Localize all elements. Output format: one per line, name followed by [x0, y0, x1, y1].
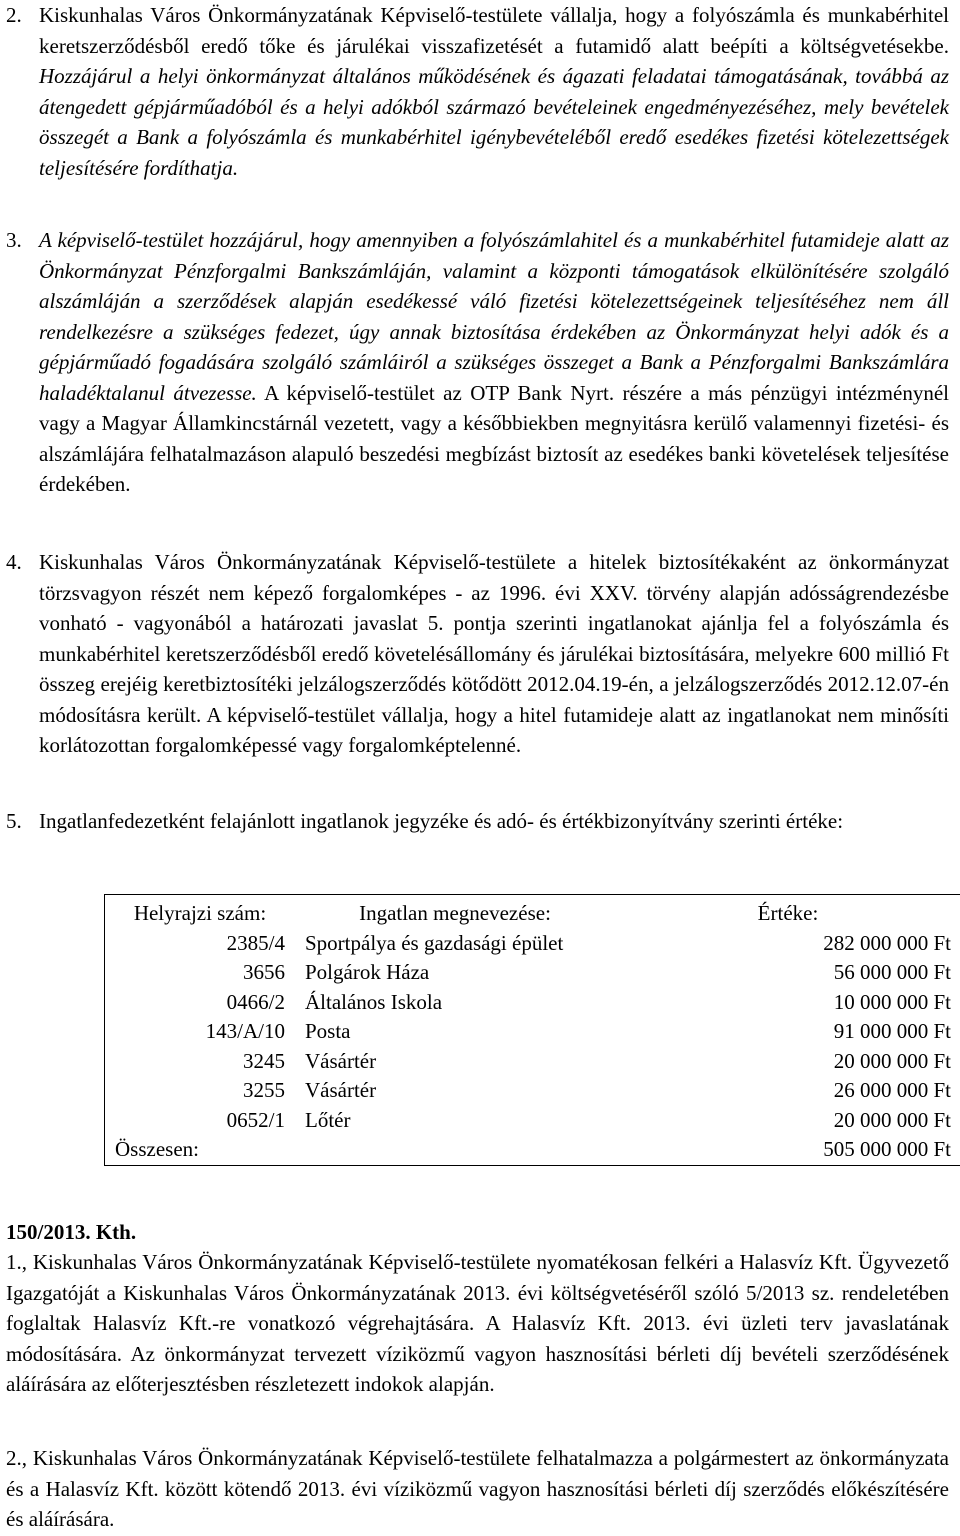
resolution-item-4 [6, 547, 949, 761]
property-value-cell: 282 000 000 Ft [823, 930, 951, 955]
decision-point-2: 2., Kiskunhalas Város Önkormányzatának Képviselő-testülete felhatalmazza a polgármestert az önkormányzata és a Halasvíz Kft. között kötendő 2013. évi víziközmű vagyon hasznosítási bérleti díj szerződés előkészítésére és aláírására. [6, 1446, 949, 1531]
decision-point-1: 1., Kiskunhalas Város Önkormányzatának Képviselő-testülete nyomatékosan felkéri a Halasvíz Kft. Ügyvezető Igazgatóját a Kiskunhalas Város Önkormányzatának 2013. évi költségvetéséről szóló 5/2013 sz. rendeletében foglaltak Halasvíz Kft.-re vonatkozó végrehajtására. A Halasvíz Kft. 2013. évi üzleti terv javaslatának módosítására. Az önkormányzat tervezett víziközmű vagyon hasznosítási bérleti díj bevételi szerződésének aláírására az előterjesztésben részletezett indokok alapján. [6, 1250, 949, 1396]
item-text-italic: A képviselő-testület hozzájárul, hogy amennyiben a folyószámlahitel és a munkabérhitel futamideje alatt az Önkormányzat Pénzforgalmi Bankszámláján, valamint a központi támogatások elkülönítésére szolgáló alszámláján a szerződések alapján esedékessé váló fizetési kötelezettségeinek teljesítéséhez nem áll rendelkezésre a szükséges fedezet, úgy annak biztosítása érdekében az Önkormányzat helyi adók és a gépjárműadó fogadására szolgáló számláiról a szükséges összeget a Bank a Pénzforgalmi Bankszámlára haladéktalanul átvezesse. [39, 228, 949, 405]
property-name-cell: Lőtér [305, 1107, 351, 1132]
item-text-italic: Hozzájárul a helyi önkormányzat általános működésének és ágazati feladatai támogatásának, továbbá az átengedett gépjárműadóból és a helyi adókból származó bevételeinek engedményezéséhez, mely bevételek összegét a Bank a folyószámla és munkabérhitel igénybevételéből eredő esedékes fizetési kötelezettségek teljesítésére fordíthatja. [39, 64, 949, 180]
table-row [105, 1017, 960, 1047]
property-name-cell: Vásártér [305, 1048, 377, 1073]
item-text: Kiskunhalas Város Önkormányzatának Képviselő-testülete vállalja, hogy a folyószámla és munkabérhitel keretszerződésből eredő tőke és járulékai visszafizetését a futamidő alatt beépíti a költségvetésekbe. [39, 3, 949, 58]
property-value-cell: 91 000 000 Ft [833, 1019, 951, 1043]
column-header-value: Értéke: [757, 901, 819, 925]
property-value-cell: 26 000 000 Ft [833, 1078, 951, 1102]
parcel-number-cell: 3245 [243, 1048, 285, 1073]
total-value-cell: 505 000 000 Ft [823, 1137, 951, 1161]
item-number: 3. [6, 228, 22, 252]
item-number: 2. [6, 3, 22, 27]
property-value-cell: 56 000 000 Ft [833, 960, 951, 984]
total-label-cell: Összesen: [115, 1137, 199, 1161]
item-number: 4. [6, 550, 22, 574]
table-row [105, 1076, 960, 1106]
item-number: 5. [6, 809, 22, 833]
parcel-number-cell: 3656 [243, 960, 285, 984]
property-name-cell: Általános Iskola [305, 989, 443, 1014]
resolution-item-5 [6, 806, 949, 837]
empty-cell [295, 1135, 615, 1165]
column-header-parcel: Helyrajzi szám: [133, 901, 267, 925]
decision-number: 150/2013. Kth. [6, 1220, 137, 1244]
property-name-cell: Vásártér [305, 1078, 377, 1102]
table-row [105, 1106, 960, 1136]
property-name-cell: Sportpálya és gazdasági épület [305, 930, 564, 955]
property-value-cell: 10 000 000 Ft [833, 989, 951, 1014]
parcel-number-cell: 2385/4 [226, 930, 285, 955]
parcel-number-cell: 0652/1 [226, 1107, 285, 1132]
parcel-number-cell: 3255 [243, 1078, 285, 1102]
parcel-number-cell: 143/A/10 [205, 1019, 285, 1043]
property-value-cell: 20 000 000 Ft [833, 1107, 951, 1132]
table-row [105, 958, 960, 988]
property-name-cell: Posta [305, 1019, 351, 1043]
property-table [104, 894, 960, 1166]
column-header-property: Ingatlan megnevezése: [359, 901, 551, 925]
parcel-number-cell: 0466/2 [226, 989, 285, 1014]
table-total-row [105, 1135, 960, 1165]
table-row [105, 929, 960, 959]
item-text: Kiskunhalas Város Önkormányzatának Képviselő-testülete a hitelek biztosítékaként az önkormányzat törzsvagyon részét nem képező forgalomképes - az 1996. évi XXV. törvény alapján adósságrendezésbe vonható - vagyonából a határozati javaslat 5. pontja szerinti ingatlanokat ajánlja fel a folyószámla és munkabérhitel keretszerződésből eredő követelésállomány és járulékai biztosítására, melyekre 600 millió Ft összeg erejéig keretbiztosítéki jelzálogszerződés kötődött 2012.04.19-én, a jelzálogszerződés 2012.12.07-én módosításra került. A képviselő-testület vállalja, hogy a hitel futamideje alatt az ingatlanokat nem minősíti korlátozottan forgalomképessé vagy forgalomképtelenné. [39, 550, 949, 757]
table-header-row [105, 895, 960, 929]
item-text: Ingatlanfedezetként felajánlott ingatlanok jegyzéke és adó- és értékbizonyítvány szerinti értéke: [39, 809, 844, 833]
property-name-cell: Polgárok Háza [305, 960, 430, 984]
property-value-cell: 20 000 000 Ft [833, 1048, 951, 1073]
resolution-item-3 [6, 225, 949, 500]
table-row [105, 988, 960, 1018]
item-text: A képviselő-testület az OTP Bank Nyrt. részére a más pénzügyi intézménynél vagy a Magyar Államkincstárnál vezetett, vagy a későbbiekben megnyitásra kerülő valamennyi fizetési- és alszámlájára felhatalmazáson alapuló beszedési megbízást biztosít az esedékes banki követelések teljesítése érdekében. [39, 380, 949, 496]
table-row [105, 1047, 960, 1077]
resolution-item-2 [6, 0, 949, 183]
